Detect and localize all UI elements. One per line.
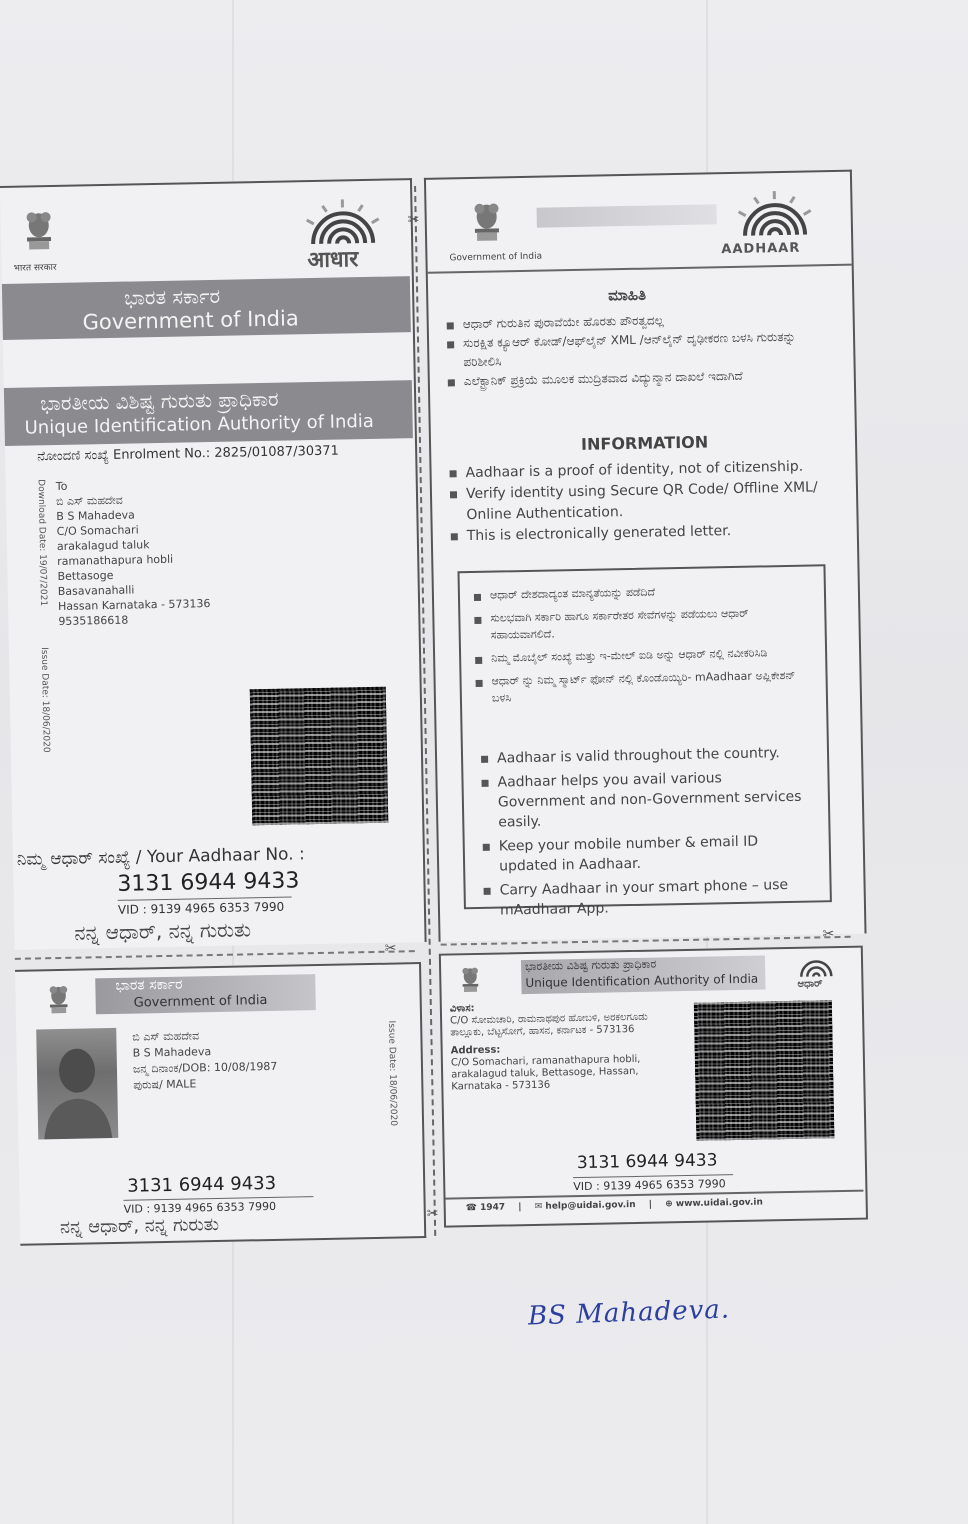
qr-code	[694, 1000, 835, 1141]
aadhaar-logo-text: आधार	[307, 247, 359, 274]
website: www.uidai.gov.in	[675, 1197, 763, 1210]
address-line: To	[55, 479, 68, 493]
info-kannada-item: ಸುರಕ್ಷಿತ ಕ್ಯೂಆರ್ ಕೋಡ್/ಆಫ್‌ಲೈನ್ XML /ಆನ್‌ಲೈನ್ ದೃಢೀಕರಣ ಬಳಸಿ ಗುರುತನ್ನು ಪರಿಶೀಲಿಸಿ	[447, 327, 838, 372]
phone-number: 9535186618	[58, 613, 129, 628]
address-line: Hassan Karnataka - 573136	[57, 597, 211, 613]
phone-icon: ☎	[465, 1203, 478, 1214]
aadhaar-card-front	[15, 962, 426, 1246]
benefit-kannada-item: ಆಧಾರ್ ನ್ನು ನಿಮ್ಮ ಸ್ಮಾರ್ಟ್ ಫೋನ್ ನಲ್ಲಿ ಕೊಂಡೊಯ್ಯಿರಿ- mAadhaar ಅಪ್ಲಿಕೇಶನ್ ಬಳಸಿ	[475, 667, 812, 707]
address-line: ramanathapura hobli	[57, 552, 174, 568]
ashoka-emblem-icon	[43, 981, 74, 1020]
issue-date: Issue Date: 18/06/2020	[38, 647, 51, 753]
benefit-kannada-item: ಆಧಾರ್ ದೇಶದಾದ್ಯಂತ ಮಾನ್ಯತೆಯನ್ನು ಪಡೆದಿದೆ	[474, 581, 810, 604]
govt-kannada: ಭಾರತ ಸರ್ಕಾರ	[123, 283, 221, 310]
help-email: help@uidai.gov.in	[545, 1199, 636, 1212]
card-aadhaar-number: 3131 6944 9433	[127, 1172, 277, 1197]
holder-photo	[36, 1028, 118, 1140]
contact-footer: ☎ 1947 | ✉ help@uidai.gov.in | ⊕ www.uidai.gov.in	[465, 1197, 763, 1214]
scissors-icon: ✂	[384, 940, 397, 957]
your-aadhaar-label: ನಿಮ್ಮ ಆಧಾರ್ ಸಂಖ್ಯೆ / Your Aadhaar No. :	[16, 844, 305, 870]
recipient-address	[56, 476, 211, 629]
uidai-english: Unique Identification Authority of India	[24, 410, 375, 439]
handwritten-signature: BS Mahadeva.	[527, 1294, 731, 1332]
email-icon: ✉	[534, 1201, 543, 1212]
holder-gender: ಪುರುಷ/ MALE	[133, 1077, 197, 1092]
benefit-kannada-item: ಸುಲಭವಾಗಿ ಸರ್ಕಾರಿ ಹಾಗೂ ಸರ್ಕಾರೇತರ ಸೇವೆಗಳನ್ನು ಪಡೆಯಲು ಆಧಾರ್ ಸಹಾಯವಾಗಲಿದೆ.	[474, 604, 811, 644]
holder-name-kannada: ಬಿ ಎಸ್ ಮಹದೇವ	[132, 1029, 200, 1044]
emblem-caption: Government of India	[449, 251, 543, 264]
benefit-kannada-item: ನಿಮ್ಮ ಮೊಬೈಲ್ ಸಂಖ್ಯೆ ಮತ್ತು ಇ-ಮೇಲ್ ಐಡಿ ಅನ್ನು ಆಧಾರ್ ನಲ್ಲಿ ನವೀಕರಿಸಿಡಿ	[475, 644, 811, 667]
ashoka-emblem-icon	[457, 963, 484, 997]
card-vid-number: VID : 9139 4965 6353 7990	[573, 1174, 733, 1193]
info-kannada-item: ಆಧಾರ್ ಗುರುತಿನ ಪುರಾವೆಯೇ ಹೊರತು ಪೌರತ್ವದಲ್ಲ	[447, 308, 837, 334]
card-govt-english: Government of India	[133, 993, 268, 1011]
address-line: C/O Somachari	[56, 523, 139, 538]
address-english: C/O Somachari, ramanathapura hobli, arakalagud taluk, Bettasoge, Hassan, Karnataka - 573136	[450, 1053, 641, 1093]
government-of-india-band	[2, 276, 411, 340]
ashoka-emblem-icon	[18, 205, 59, 258]
address-line: arakalagud taluk	[56, 538, 150, 553]
aadhaar-card-back	[439, 946, 868, 1228]
card-uidai-kannada: ಭಾರತೀಯ ವಿಶಿಷ್ಟ ಗುರುತು ಪ್ರಾಧಿಕಾರ	[524, 957, 657, 974]
benefit-english-item: Aadhaar helps you avail various Government and non-Government services easily.	[481, 767, 812, 833]
qr-code	[250, 687, 389, 826]
download-date: Download Date: 19/07/2021	[35, 479, 49, 607]
scissors-icon: ✂	[822, 926, 835, 943]
benefit-english-item: Aadhaar is valid throughout the country.	[481, 743, 811, 769]
information-title: INFORMATION	[580, 432, 709, 454]
aadhaar-letter	[0, 170, 870, 1250]
emblem-caption: भारत सरकार	[13, 262, 57, 274]
information-list	[449, 456, 843, 548]
benefits-kannada-list	[474, 581, 812, 707]
scissors-icon: ✂	[426, 1205, 439, 1222]
person-silhouette-icon	[36, 1028, 118, 1140]
cut-line-horizontal	[15, 950, 415, 960]
card-issue-date: Issue Date: 18/06/2020	[386, 1020, 399, 1127]
card-vid-number: VID : 9139 4965 6353 7990	[123, 1196, 313, 1216]
ashoka-emblem-icon	[466, 196, 507, 249]
information-item: This is electronically generated letter.	[451, 519, 843, 548]
info-kannada-item: ಎಲೆಕ್ಟ್ರಾನಿಕ್ ಪ್ರಕ್ರಿಯೆ ಮೂಲಕ ಮುದ್ರಿತವಾದ ವಿದ್ಯುನ್ಮಾನ ದಾಖಲೆ ಇದಾಗಿದೆ	[448, 365, 838, 391]
aadhaar-number: 3131 6944 9433	[117, 868, 300, 897]
aadhaar-logo-text: AADHAAR	[721, 240, 801, 258]
uidai-kannada: ಭಾರತೀಯ ವಿಶಿಷ್ಟ ಗುರುತು ಪ್ರಾಧಿಕಾರ	[39, 386, 279, 416]
helpline-number: 1947	[479, 1202, 506, 1213]
aadhaar-logo-icon	[724, 186, 825, 244]
card-uidai-english: Unique Identification Authority of India	[525, 971, 759, 991]
benefits-english-list	[481, 743, 814, 921]
benefit-english-item: Carry Aadhaar in your smart phone – use mAadhaar App.	[483, 875, 814, 921]
info-kannada-list	[447, 308, 838, 391]
scissors-icon: ✂	[407, 211, 420, 229]
enrolment-number: ನೋಂದಣಿ ಸಂಖ್ಯೆ Enrolment No.: 2825/01087/30371	[37, 443, 340, 465]
aadhaar-logo-text: ಆಧಾರ್	[797, 978, 823, 990]
information-item: Aadhaar is a proof of identity, not of citizenship.	[449, 456, 841, 485]
benefit-english-item: Keep your mobile number & email ID updated in Aadhaar.	[483, 831, 814, 877]
benefits-box	[457, 564, 831, 919]
card-address-block	[450, 999, 668, 1093]
address-line: Basavanahalli	[57, 583, 135, 598]
information-item: Verify identity using Secure QR Code/ Offline XML/ Online Authentication.	[450, 477, 843, 527]
card-holder-details	[132, 1027, 278, 1094]
card-tagline: ನನ್ನ ಆಧಾರ್, ನನ್ನ ಗುರುತು	[59, 1213, 220, 1239]
govt-english: Government of India	[82, 306, 299, 335]
card-aadhaar-number: 3131 6944 9433	[576, 1150, 718, 1174]
tagline: ನನ್ನ ಆಧಾರ್, ನನ್ನ ಗುರುತು	[74, 917, 252, 945]
letter-left-panel	[0, 178, 427, 950]
address-line: B S Mahadeva	[56, 508, 135, 523]
address-line: Bettasoge	[57, 568, 114, 583]
card-govt-kannada: ಭಾರತ ಸರ್ಕಾರ	[115, 976, 183, 994]
address-kannada-label: ವಿಳಾಸ:	[449, 1003, 475, 1015]
vid-number: VID : 9139 4965 6353 7990	[118, 897, 292, 917]
address-kannada: C/O ಸೋಮಚಾರಿ, ರಾಮನಾಥಪುರ ಹೋಬಳಿ, ಅರಕಲಗೂಡು ತಾಲ್ಲೂಕು, ಬೆಟ್ಟಸೋಗೆ, ಹಾಸನ, ಕರ್ನಾಟಕ - 573136	[450, 1011, 648, 1039]
web-icon: ⊕	[665, 1199, 673, 1210]
letter-right-panel	[424, 170, 867, 942]
address-english-label: Address:	[450, 1044, 501, 1057]
uidai-band	[4, 380, 413, 446]
header-band-decoration	[537, 204, 717, 227]
address-line: ಬಿ ಎಸ್ ಮಹದೇವ	[55, 493, 123, 508]
holder-name: B S Mahadeva	[132, 1045, 212, 1060]
info-kannada-title: ಮಾಹಿತಿ	[608, 285, 647, 305]
holder-dob: ಜನ್ಮ ದಿನಾಂಕ/DOB: 10/08/1987	[132, 1059, 278, 1076]
